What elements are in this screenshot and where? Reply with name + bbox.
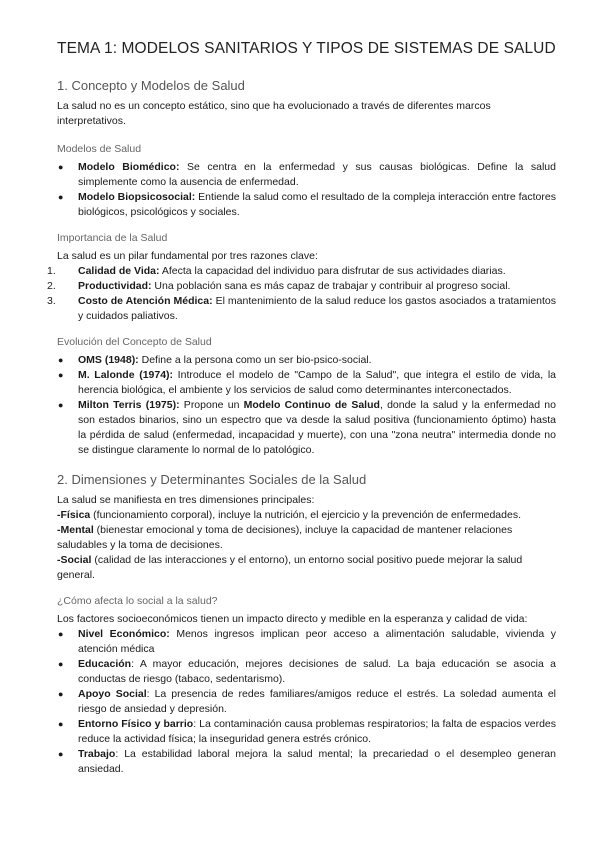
section-concepto-modelos <box>47 78 557 458</box>
section-intro: La salud no es un concepto estático, sino que ha evolucionado a través de diferentes marcos interpretativos. <box>57 100 491 127</box>
section-heading: 1. Concepto y Modelos de Salud <box>57 78 245 93</box>
list-item <box>57 657 556 687</box>
item-number: 3. <box>47 295 56 307</box>
list-item <box>57 627 556 657</box>
list-item <box>57 368 556 398</box>
item-term: Modelo Biomédico: <box>78 161 180 173</box>
item-term: Productividad: <box>78 280 152 292</box>
subsection-intro: La salud es un pilar fundamental por tres razones clave: <box>57 250 318 262</box>
item-text: Propone un <box>179 399 244 411</box>
list-item <box>57 717 556 747</box>
list-item <box>57 398 556 458</box>
item-term: Educación <box>78 658 132 670</box>
list-item <box>57 747 556 777</box>
subsection-heading: ¿Cómo afecta lo social a la salud? <box>57 595 218 607</box>
dimension-term: -Física <box>57 509 91 521</box>
section-dimensiones <box>57 472 556 777</box>
item-term: Costo de Atención Médica: <box>78 295 213 307</box>
item-text: Entiende la salud como el resultado de la compleja interacción entre factores biológicos, psicológicos y sociales. <box>78 191 556 218</box>
item-text: El mantenimiento de la salud reduce los gastos asociados a tratamientos y cuidados paliativos. <box>78 295 557 322</box>
item-text: : La presencia de redes familiares/amigos reduce el estrés. La soledad aumenta el riesgo de ansiedad y depresión. <box>78 688 556 715</box>
subsection-heading: Evolución del Concepto de Salud <box>57 336 212 348</box>
list-item <box>57 160 556 190</box>
section-intro: La salud se manifiesta en tres dimensiones principales: <box>57 494 315 506</box>
section-heading: 2. Dimensiones y Determinantes Sociales de la Salud <box>57 472 367 487</box>
list-item <box>47 294 557 324</box>
list-item <box>57 353 556 368</box>
item-term: Apoyo Social <box>78 688 147 700</box>
item-text: : A mayor educación, mejores decisiones de salud. La baja educación se asocia a conductas de riesgo (tabaco, sedentarismo). <box>78 658 556 685</box>
item-term: Nivel Económico: <box>78 628 170 640</box>
item-number: 2. <box>47 280 56 292</box>
item-text: Afecta la capacidad del individuo para disfrutar de sus actividades diarias. <box>159 265 506 277</box>
bullet-list <box>57 160 556 220</box>
dimension-text: (funcionamiento corporal), incluye la nutrición, el ejercicio y la prevención de enfermedades. <box>90 509 521 521</box>
item-term: Trabajo <box>78 748 116 760</box>
list-item <box>57 190 556 220</box>
bullet-list <box>57 627 556 777</box>
item-term: M. Lalonde (1974): <box>78 369 174 381</box>
bullet-list <box>57 353 556 458</box>
item-term: Entorno Físico y barrio <box>78 718 194 730</box>
dimension-term: -Social <box>57 554 92 566</box>
item-term: Milton Terris (1975): <box>78 399 180 411</box>
dimension-term: -Mental <box>57 524 94 536</box>
item-text-secondary: , donde la salud y la enfermedad no son estados binarios, sino un espectro que va desde la salud positiva (funcionamiento óptimo) hasta la pérdida de salud (enfermedad, incapacidad y muerte), con una "zona neutra" intermedia donde no se distingue claramente lo normal de lo patológico. <box>78 399 556 456</box>
subsection-modelos <box>57 143 556 220</box>
dimension-item <box>57 523 556 553</box>
subsection-evolucion <box>57 336 556 458</box>
item-text: Define a la persona como un ser bio-psico-social. <box>138 354 372 366</box>
subsection-heading: Importancia de la Salud <box>57 232 168 244</box>
document-title: TEMA 1: MODELOS SANITARIOS Y TIPOS DE SISTEMAS DE SALUD <box>57 40 556 57</box>
item-text: : La estabilidad laboral mejora la salud mental; la precariedad o el desempleo generan ansiedad. <box>78 748 556 775</box>
item-term: Modelo Biopsicosocial: <box>78 191 196 203</box>
dimension-text: (calidad de las interacciones y el entorno), un entorno social positivo puede mejorar la salud general. <box>57 554 523 581</box>
list-item <box>47 279 556 294</box>
numbered-list <box>47 264 557 324</box>
item-text: Menos ingresos implican peor acceso a alimentación saludable, vivienda y atención médica <box>78 628 556 655</box>
item-term-secondary: Modelo Continuo de Salud <box>243 399 380 411</box>
item-text: : La contaminación causa problemas respiratorios; la falta de espacios verdes reduce la actividad física; la inseguridad genera estrés crónico. <box>78 718 556 745</box>
item-text: Se centra en la enfermedad y sus causas biológicas. Define la salud simplemente como la ausencia de enfermedad. <box>78 161 556 188</box>
dimension-item <box>57 553 556 583</box>
subsection-importancia <box>47 232 557 324</box>
item-term: Calidad de Vida: <box>78 265 160 277</box>
subsection-intro: Los factores socioeconómicos tienen un impacto directo y medible en la esperanza y calidad de vida: <box>57 613 528 625</box>
dimension-item <box>57 508 556 523</box>
subsection-heading: Modelos de Salud <box>57 143 142 155</box>
list-item <box>47 264 556 279</box>
item-term: OMS (1948): <box>78 354 139 366</box>
list-item <box>57 687 556 717</box>
item-text: Introduce el modelo de "Campo de la Salud", que integra el estilo de vida, la herencia biológica, el ambiente y los servicios de salud como determinantes interconectados. <box>78 369 556 396</box>
subsection-social <box>57 595 556 777</box>
item-number: 1. <box>47 265 56 277</box>
item-text: Una población sana es más capaz de trabajar y contribuir al progreso social. <box>151 280 511 292</box>
dimension-text: (bienestar emocional y toma de decisiones), incluye la capacidad de mantener relaciones saludables y la toma de decisiones. <box>57 524 513 551</box>
